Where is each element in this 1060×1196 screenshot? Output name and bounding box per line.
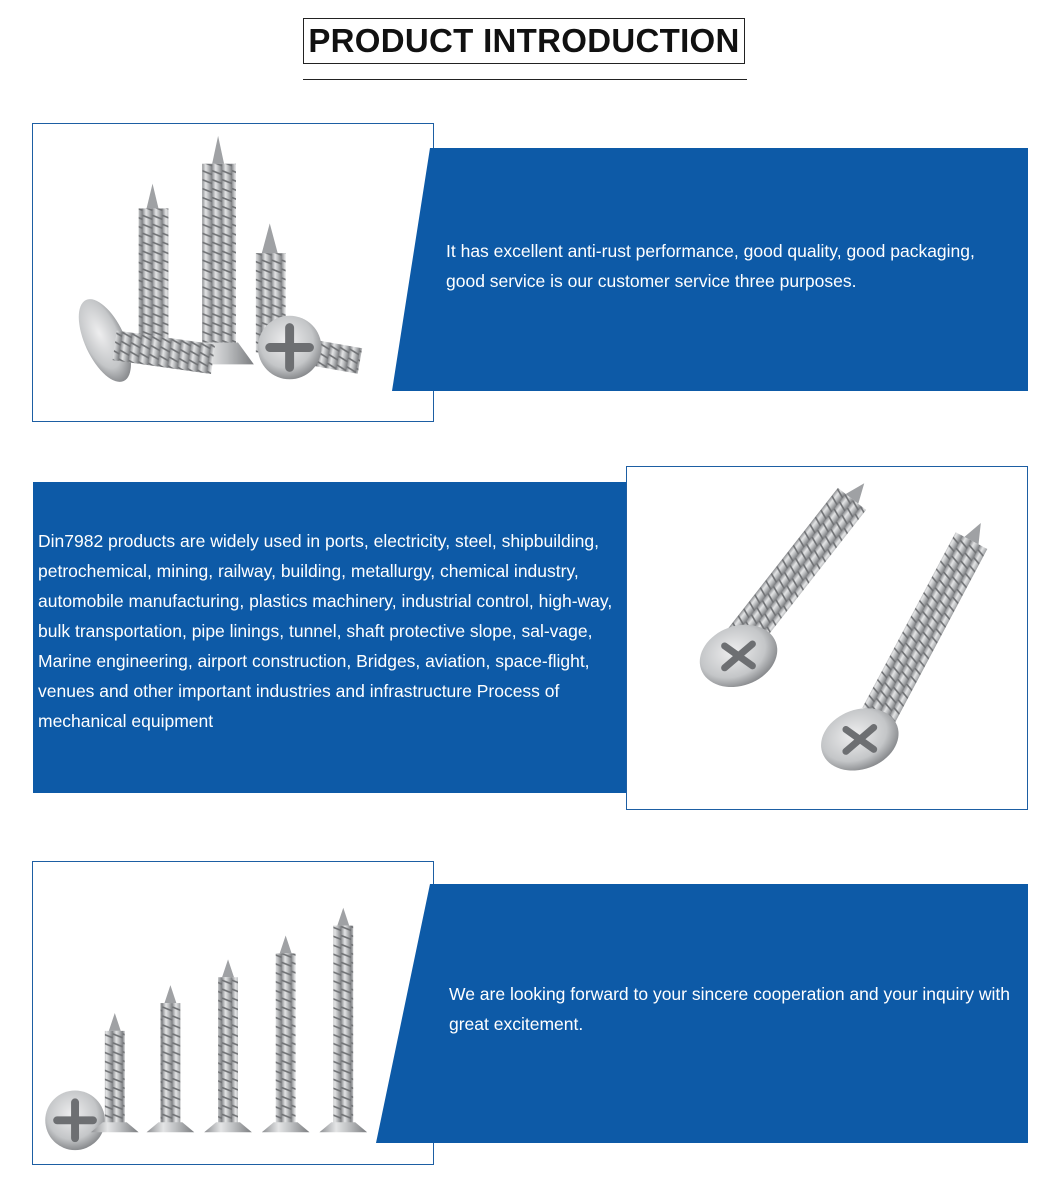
screw-assortment-image xyxy=(33,124,433,421)
info-text-2: Din7982 products are widely used in ports, electricity, steel, shipbuilding, petrochemical, mining, railway, building, metallurgy, chemical industry, automobile manufacturing, plastics machinery, industrial control, high-way, bulk transportation, pipe linings, tunnel, shaft protective slope, sal-vage, Marine engineering, airport construction, Bridges, aviation, space-flight, venues and other important industries and infrastructure Process of mechanical equipment xyxy=(38,531,613,731)
screw-size-range-image xyxy=(33,862,433,1164)
product-image-3 xyxy=(32,861,434,1165)
page-title: PRODUCT INTRODUCTION xyxy=(308,22,740,59)
title-underline xyxy=(303,79,747,80)
two-screws-image xyxy=(627,467,1027,809)
section-title-box xyxy=(303,18,745,64)
info-text-1: It has excellent anti-rust performance, good quality, good packaging, good service is our customer service three purposes. xyxy=(446,241,975,291)
product-image-2 xyxy=(626,466,1028,810)
product-image-1 xyxy=(32,123,434,422)
info-text-3: We are looking forward to your sincere cooperation and your inquiry with great excitement. xyxy=(449,984,1010,1034)
